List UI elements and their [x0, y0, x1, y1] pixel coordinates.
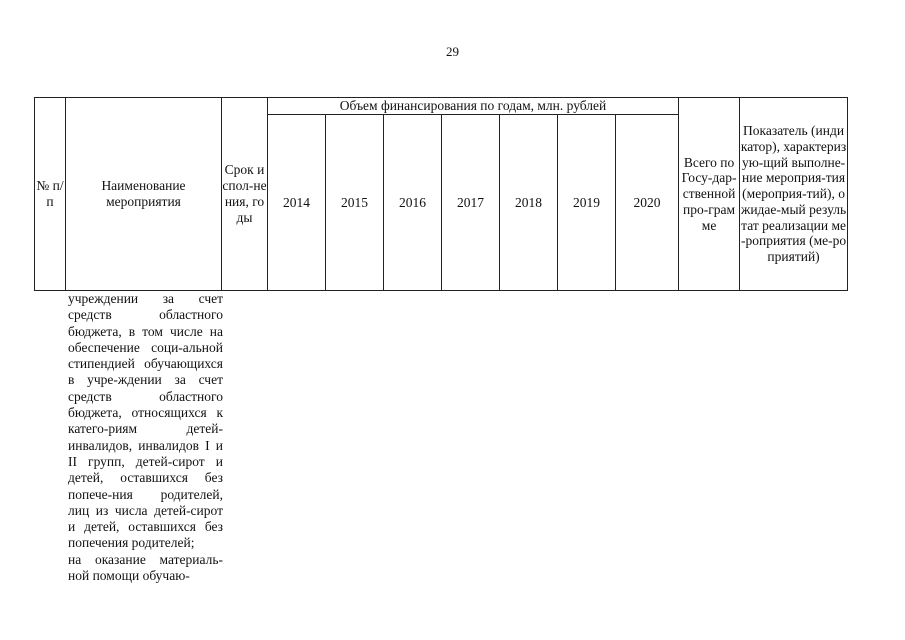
continuation-paragraph: учреждении за счет средств областного бюджета, в том числе на обеспечение соци-альной стипендией обучающихся в учре-ждении за счет средств областного бюджета, относящихся к катего-риям детей-инвалидов, инвалидов I и II групп, детей-сирот и детей, оставшихся без попече-ния родителей, лиц из числа детей-сирот и детей, оставшихся без попечения родителей;: [68, 291, 223, 551]
header-year: 2015: [326, 115, 384, 291]
measure-name-continuation: [68, 291, 223, 584]
header-year: 2017: [442, 115, 500, 291]
funding-table: [34, 97, 848, 291]
header-num: № п/п: [35, 98, 66, 291]
header-year: 2020: [616, 115, 679, 291]
continuation-paragraph: на оказание материаль-ной помощи обучаю-: [68, 551, 223, 584]
page-number: 29: [446, 44, 459, 59]
header-indicator: Показатель (индикатор), характеризую-щий выполне-ние мероприя-тия (мероприя-тий), ожидае-мый результат реализации ме-роприятия (ме-роприятий): [740, 98, 848, 291]
header-year: 2019: [558, 115, 616, 291]
header-name: Наименование мероприятия: [66, 98, 222, 291]
header-year: 2016: [384, 115, 442, 291]
header-term: Срок испол-нения, годы: [222, 98, 268, 291]
header-total: Всего по Госу-дар-ственной про-грамме: [679, 98, 740, 291]
header-funding-group: Объем финансирования по годам, млн. рублей: [268, 98, 679, 115]
header-year: 2018: [500, 115, 558, 291]
header-year: 2014: [268, 115, 326, 291]
